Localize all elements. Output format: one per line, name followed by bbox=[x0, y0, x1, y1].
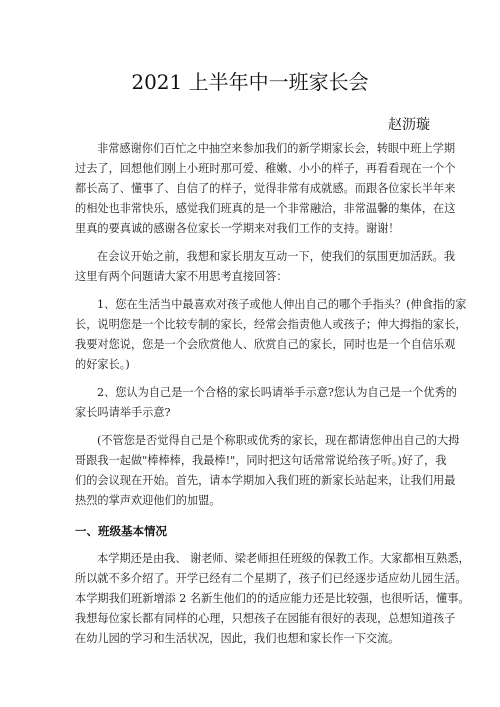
document-author: 赵沥璇 bbox=[388, 117, 430, 133]
text-line: 家长吗请举手示意? bbox=[75, 406, 171, 419]
paragraph-thanks bbox=[75, 139, 456, 239]
text-line: 2、您认为自己是一个合格的家长吗请举手示意?您认为自己是一个优秀的 bbox=[97, 386, 457, 399]
document-body bbox=[75, 139, 470, 649]
text-line: 过去了，回想他们刚上小班时那可爱、稚嫩、小小的样子，再看看现在一个个 bbox=[75, 162, 456, 175]
text-line: 本学期还是由我、 谢老师、梁老师担任班级的保教工作。大家都相互熟悉， bbox=[97, 552, 470, 565]
text-line: 里真的要真诚的感谢各位家长一学期来对我们工作的支持。谢谢！ bbox=[75, 222, 400, 235]
text-line: 的好家长。) bbox=[75, 358, 130, 371]
text-line: 长，说明您是一个比较专制的家长，经常会指责他人或孩子；伸大拇指的家长， bbox=[75, 318, 467, 331]
text-line: 们的会议现在开始。首先，请本学期加入我们班的新家长站起来，让我们用最 bbox=[75, 474, 456, 487]
section-heading: 一、班级基本情况 bbox=[75, 524, 167, 538]
text-line: 这里有两个问题请大家不用思考直接回答： bbox=[75, 270, 288, 283]
text-line: 热烈的掌声欢迎他们的加盟。 bbox=[75, 494, 221, 507]
paragraph-interaction-intro bbox=[75, 247, 456, 287]
text-line: 非常感谢你们百忙之中抽空来参加我们的新学期家长会，转眼中班上学期 bbox=[97, 142, 456, 155]
text-line: 都长高了、懂事了、自信了的样子，觉得非常有成就感。而跟各位家长半年来 bbox=[75, 182, 456, 195]
text-line: 的相处也非常快乐，感觉我们班真的是一个非常融洽，非常温馨的集体，在这 bbox=[75, 202, 456, 215]
text-line: 我想每位家长都有同样的心理，只想孩子在园能有很好的表现，总想知道孩子 bbox=[75, 612, 456, 625]
text-line: 哥跟我一起做"棒棒棒，我最棒!"，同时把这句话常常说给孩子听。)好了，我 bbox=[75, 454, 447, 467]
paragraph-question-1 bbox=[75, 295, 467, 375]
text-line: 在幼儿园的学习和生活状况，因此，我们也想和家长作一下交流。 bbox=[75, 632, 400, 645]
text-line: 1、您在生活当中最喜欢对孩子或他人伸出自己的哪个手指头？(伸食指的家 bbox=[97, 298, 467, 311]
text-line: 我要对您说，您是一个会欣赏他人、欣赏自己的家长，同时也是一个自信乐观 bbox=[75, 338, 456, 351]
text-line: 本学期我们班新增添 2 名新生他们的的适应能力还是比较强，也很听话，懂事。 bbox=[75, 592, 470, 605]
document-title: 2021 上半年中一班家长会 bbox=[131, 70, 369, 94]
paragraph-class-info bbox=[75, 549, 470, 649]
text-line: 在会议开始之前，我想和家长朋友互动一下，使我们的氛围更加活跃。我 bbox=[97, 250, 456, 263]
text-line: 所以就不多介绍了。开学已经有二个星期了，孩子们已经逐步适应幼儿园生活。 bbox=[75, 572, 467, 585]
paragraph-thumbs-up bbox=[75, 431, 460, 511]
paragraph-question-2 bbox=[75, 383, 457, 423]
text-line: (不管您是否觉得自己是个称职或优秀的家长，现在都请您伸出自己的大拇 bbox=[97, 434, 460, 447]
